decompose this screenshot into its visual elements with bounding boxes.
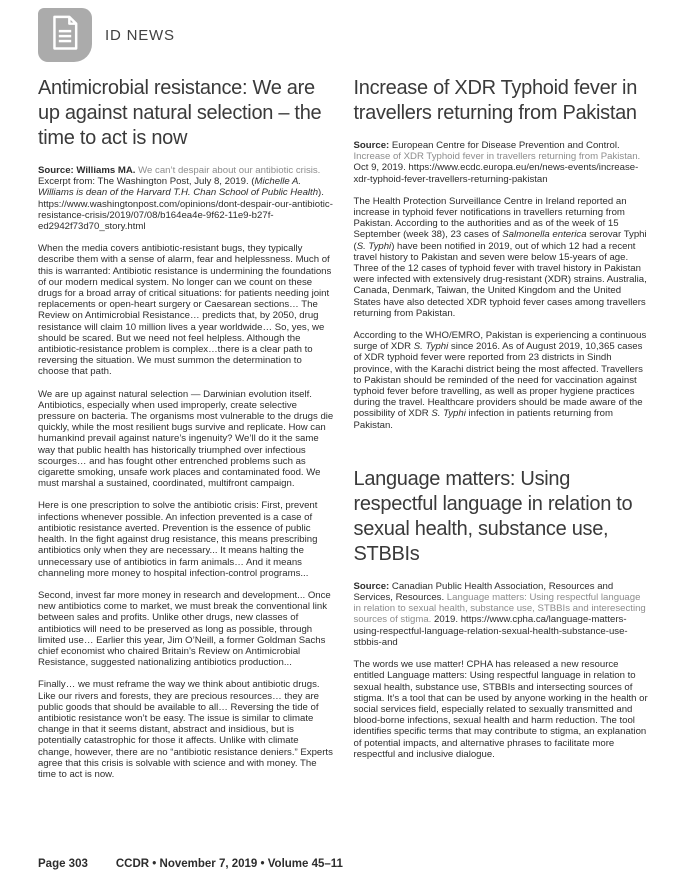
page-footer: [38, 850, 650, 890]
id-news-tile: [38, 8, 92, 62]
article-xdr-typhoid: [354, 76, 651, 431]
article-paragraph: We are up against natural selection — Darwinian evolution itself. Antibiotics, especially when used improperly, create selective pressure on bacteria. The organisms most vulnerable to the drugs die quickly, while the most resilient bugs survive and replicate. How can humankind prevail against nature’s ingenuity? We’ll do it the same way that public health has historically triumphed over infectious scourges… and has fought other entrenched problems such as cigarette smoking, unsafe work places and contaminated food. We must marshal a sustained, coordinated, multifront campaign.: [38, 388, 334, 490]
article-source-citation: Source: European Centre for Disease Prevention and Control. Increase of XDR Typhoid fever in travellers returning from Pakistan. Oct 9, 2019. https://www.ecdc.europa.eu/en/news-events/increase-xdr-typhoid-fever-travellers-returning-pakistan: [353, 140, 641, 185]
page-number: Page 303: [38, 858, 88, 870]
article-language-matters: [354, 467, 651, 760]
article-paragraph: The words we use matter! CPHA has released a new resource entitled Language matters: Using respectful language in relation to sexual health, substance use, STBBIs and intersecting sources of stigma. It’s a tool that can be used by anyone working in the health or social services field, especially related to sexually transmitted and blood-borne infections, sexual health and harm reduction. The tool identifies specific terms that may contribute to stigma, an explanation of potential impacts, and alternative phrases to facilitate more respectful and inclusive dialogue.: [353, 659, 648, 760]
two-column-layout: [38, 72, 650, 850]
article-title: Increase of XDR Typhoid fever in travellers returning from Pakistan: [353, 77, 638, 124]
document-icon: [50, 15, 80, 56]
article-paragraph: Finally… we must reframe the way we think about antibiotic drugs. Like our rivers and forests, they are precious resources… they are public goods that should be available to all… Reversing the tide of antibiotic resistance won’t be easy. The issue is similar to climate change in that it seems distant, abstract and insidious, but is potentially catastrophic for those it affects. Unlike with climate change, however, there are no “antibiotic resistance deniers.” Experts agree that this crisis is solvable with science and with money. The time to act is now.: [38, 679, 333, 780]
article-paragraph: Here is one prescription to solve the antibiotic crisis: First, prevent infections whenever possible. An infection prevented is a case of antibiotic resistance averted. Prevention is the essence of public health. In the fight against drug resistance, this means prescribing antibiotics only when they are necessary... It means halting the unnecessary use of antibiotics in farm animals… And it means channeling more money to hospital infection-control programs...: [38, 500, 318, 579]
article-paragraph: The Health Protection Surveillance Centre in Ireland reported an increase in typhoid fever notifications in travellers returning from Pakistan. According to the authorities and as of the week of 15 September (week 38), 23 cases of Salmonella enterica serovar Typhi (S. Typhi) have been notified in 2019, out of which 12 had a recent travel history to Pakistan and seven were below 15-years of age. Three of the 12 cases of typhoid fever with travel history in Pakistan were infected with extensively drug-resistant (XDR) strains. Australia, Canada, Denmark, Taiwan, the United Kingdom and the United States have also detected XDR typhoid fever cases among travellers returning from Pakistan.: [353, 195, 647, 319]
article-title: Language matters: Using respectful language in relation to sexual health, substance use, STBBIs: [353, 467, 633, 565]
section-header: [38, 8, 650, 62]
section-label: ID NEWS: [105, 26, 175, 44]
article-paragraph: According to the WHO/EMRO, Pakistan is experiencing a continuous surge of XDR S. Typhi since 2016. As of August 2019, 10,365 cases of XDR typhoid fever were reported from 23 districts in Sindh province, with the Karachi district being the most affected. Travellers to Pakistan should be reminded of the need for vaccination against typhoid fever before travelling, as well as proper hygiene practices during the travel. Healthcare providers should be made aware of the possibility of XDR S. Typhi infection in patients returning from Pakistan.: [353, 330, 647, 431]
article-paragraph: When the media covers antibiotic-resistant bugs, they typically describe them with a sense of alarm, fear and helplessness. Much of this is warranted: Antibiotic resistance is undermining the foundations of our modern medical system. No longer can we count on these drugs for a broad array of critical situations: for patients needing joint replacements or open-heart surgery or Caesarean sections… The Review on Antimicrobial Resistance… predicts that, by 2050, drug resistance will claim 10 million lives a year worldwide… So, yes, we should be scared. But we need not feel helpless. Although the antibiotic-resistance problem is complex…there is a clear path to reversing the situation. We must summon the determination to choose that path.: [38, 243, 332, 378]
journal-volume-line: CCDR • November 7, 2019 • Volume 45–11: [115, 858, 343, 870]
column-left: [38, 72, 335, 850]
column-right: [354, 72, 651, 850]
article-antimicrobial-resistance: [38, 76, 335, 780]
article-source-citation: Source: Canadian Public Health Association, Resources and Services, Resources. Language matters: Using respectful language in relation to sexual health, substance use, STBBIs and interesecting sources of stigma. 2019. https://www.cpha.ca/language-matters-using-respectful-language-relation-sexual-health-substance-use-stbbis-and: [353, 580, 646, 648]
article-title: Antimicrobial resistance: We are up against natural selection – the time to act is now: [38, 77, 322, 149]
article-paragraph: Second, invest far more money in research and development... Once new antibiotics come to market, we must break the conventional link between sales and profits. Unlike other drugs, new classes of antibiotics will need to be preserved as long as possible, through limited use… Earlier this year, Jim O’Neill, a former Goldman Sachs chief economist who chaired Britain’s Review on Antimicrobial Resistance, suggested nationalizing antibiotics production...: [38, 589, 331, 669]
article-source-citation: Source: Williams MA. We can’t despair about our antibiotic crisis. Excerpt from: The Washington Post, July 8, 2019. (Michelle A. Williams is dean of the Harvard T.H. Chan School of Public Health). https://www.washingtonpost.com/opinions/dont-despair-our-antibiotic-resistance-crisis/2019/07/08/b164ea4e-9f62-11e9-b27f-ed2942f73d70_story.html: [38, 165, 333, 233]
